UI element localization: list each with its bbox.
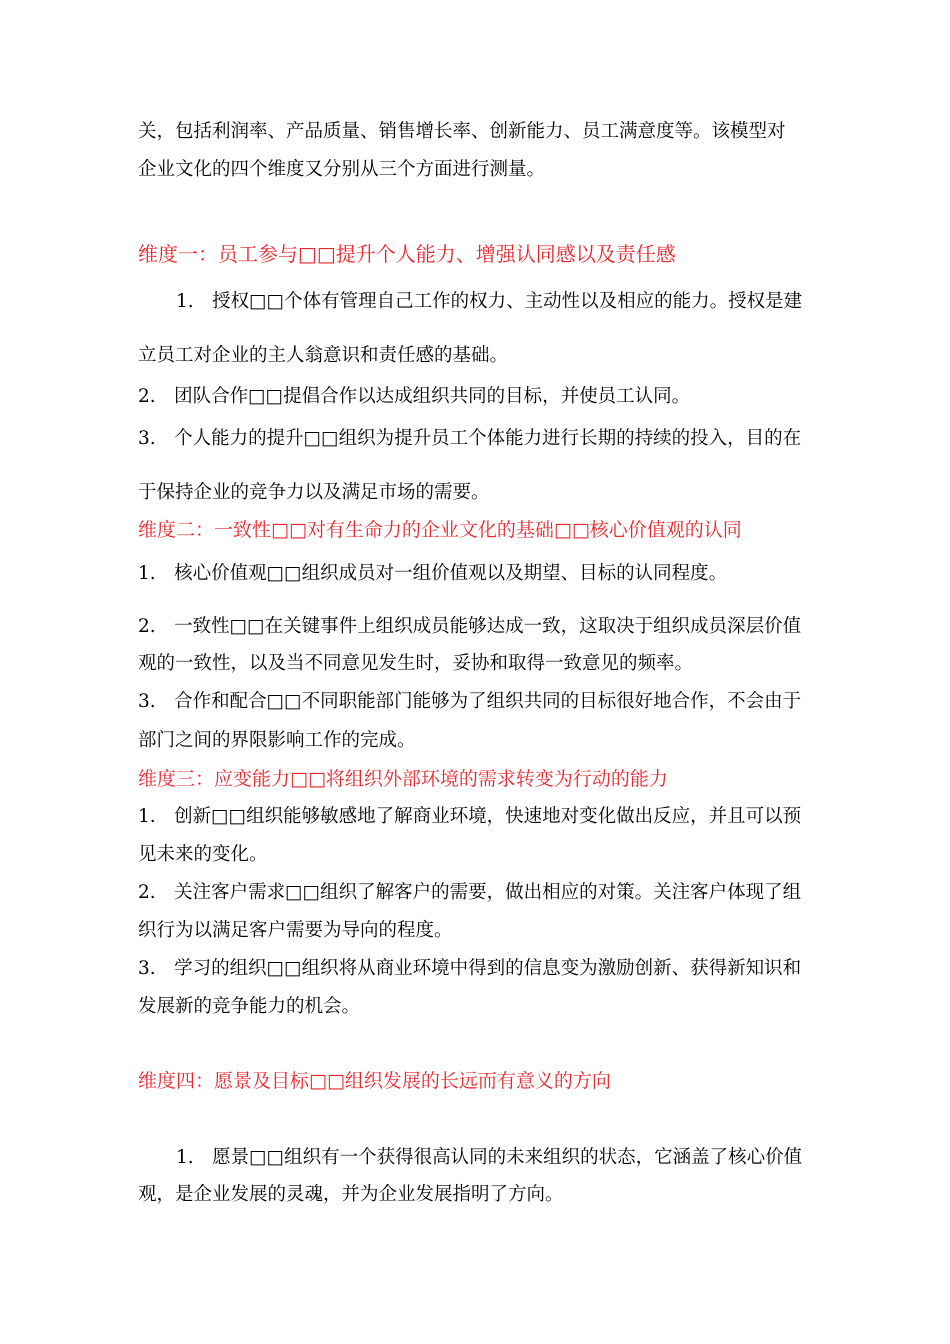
dimension-3-item-3-line-2: 发展新的竞争能力的机会。 <box>138 996 361 1017</box>
dimension-3-item-1-line-2: 见未来的变化。 <box>138 844 268 865</box>
dimension-1-item-1-line-2: 立员工对企业的主人翁意识和责任感的基础。 <box>138 345 509 366</box>
dimension-3-item-2-line-1: 2. 关注客户需求□□组织了解客户的需要，做出相应的对策。关注客户体现了组 <box>138 882 802 903</box>
dimension-2-item-2-line-1: 2. 一致性□□在关键事件上组织成员能够达成一致，这取决于组织成员深层价值 <box>138 616 802 637</box>
dimension-3-item-3-line-1: 3. 学习的组织□□组织将从商业环境中得到的信息变为激励创新、获得新知识和 <box>138 958 802 979</box>
dimension-2-item-2-line-2: 观的一致性，以及当不同意见发生时，妥协和取得一致意见的频率。 <box>138 653 694 674</box>
intro-line-1: 关，包括利润率、产品质量、销售增长率、创新能力、员工满意度等。该模型对 <box>138 121 786 142</box>
dimension-1-item-2: 2. 团队合作□□提倡合作以达成组织共同的目标，并使员工认同。 <box>138 386 691 407</box>
intro-line-2: 企业文化的四个维度又分别从三个方面进行测量。 <box>138 159 546 180</box>
dimension-4-item-1-line-2: 观，是企业发展的灵魂，并为企业发展指明了方向。 <box>138 1184 564 1205</box>
dimension-1-heading: 维度一：员工参与□□提升个人能力、增强认同感以及责任感 <box>138 242 676 266</box>
dimension-3-heading: 维度三：应变能力□□将组织外部环境的需求转变为行动的能力 <box>138 768 668 790</box>
dimension-4-heading: 维度四：愿景及目标□□组织发展的长远而有意义的方向 <box>138 1070 611 1092</box>
dimension-2-item-1: 1. 核心价值观□□组织成员对一组价值观以及期望、目标的认同程度。 <box>138 563 728 584</box>
dimension-1-item-3-line-1: 3. 个人能力的提升□□组织为提升员工个体能力进行长期的持续的投入，目的在 <box>138 428 802 449</box>
dimension-2-item-3-line-1: 3. 合作和配合□□不同职能部门能够为了组织共同的目标很好地合作，不会由于 <box>138 691 802 712</box>
dimension-1-item-1-line-1: 1. 授权□□个体有管理自己工作的权力、主动性以及相应的能力。授权是建 <box>176 291 803 312</box>
dimension-2-item-3-line-2: 部门之间的界限影响工作的完成。 <box>138 730 416 751</box>
dimension-2-heading: 维度二：一致性□□对有生命力的企业文化的基础□□核心价值观的认同 <box>138 519 742 541</box>
dimension-3-item-1-line-1: 1. 创新□□组织能够敏感地了解商业环境，快速地对变化做出反应，并且可以预 <box>138 806 802 827</box>
dimension-3-item-2-line-2: 织行为以满足客户需要为导向的程度。 <box>138 920 453 941</box>
dimension-1-item-3-line-2: 于保持企业的竞争力以及满足市场的需要。 <box>138 482 490 503</box>
dimension-4-item-1-line-1: 1. 愿景□□组织有一个获得很高认同的未来组织的状态，它涵盖了核心价值 <box>176 1147 803 1168</box>
